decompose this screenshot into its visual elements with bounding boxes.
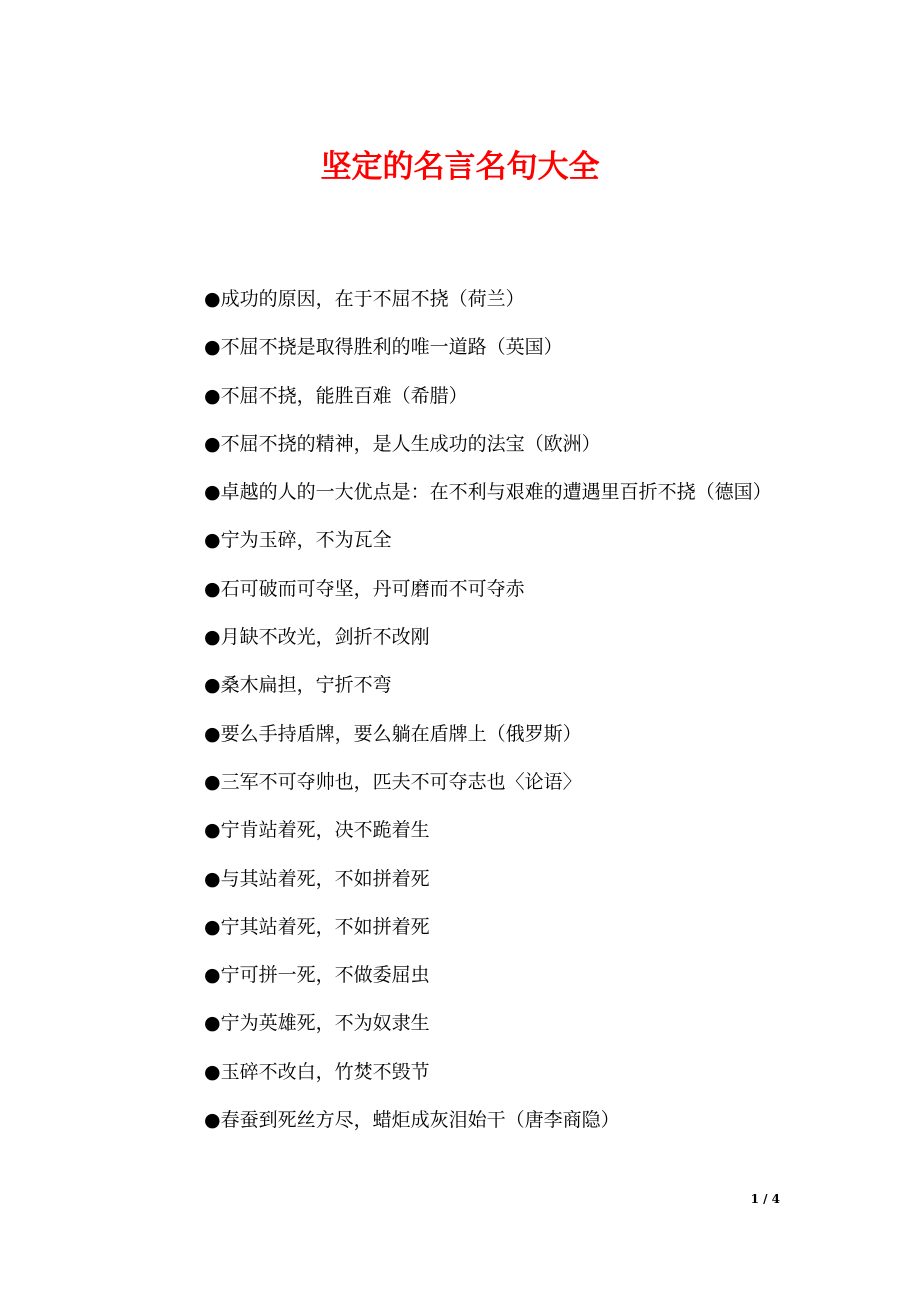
quote-text: 要么手持盾牌，要么躺在盾牌上（俄罗斯） [220,722,582,745]
quote-text: 宁为玉碎，不为瓦全 [220,529,392,552]
bullet: ● [204,867,221,890]
quote-item [140,951,782,999]
quote-item [140,903,782,951]
quote-item [140,565,782,613]
quote-item [140,372,782,420]
bullet: ● [204,1109,221,1132]
quote-text: 与其站着死，不如拼着死 [220,867,430,890]
bullet: ● [204,577,221,600]
quote-item [140,468,782,516]
quote-item [140,661,782,709]
quote-item [140,1048,782,1096]
quote-text: 宁可拼一死，不做委屈虫 [220,964,430,987]
bullet: ● [204,529,221,552]
bullet: ● [204,432,221,455]
quote-item [140,323,782,371]
bullet: ● [204,626,221,649]
quote-item [140,420,782,468]
quote-text: 桑木扁担，宁折不弯 [220,674,392,697]
bullet: ● [204,336,221,359]
bullet: ● [204,964,221,987]
quote-list [140,275,782,1144]
quote-text: 春蚕到死丝方尽，蜡炬成灰泪始干（唐李商隐） [220,1109,620,1132]
quote-text: 卓越的人的一大优点是：在不利与艰难的遭遇里百折不挠（德国） [220,481,772,504]
quote-item [140,806,782,854]
page-number: 1 / 4 [750,1192,780,1206]
bullet: ● [204,481,221,504]
quote-text: 宁其站着死，不如拼着死 [220,915,430,938]
quote-text: 石可破而可夺坚，丹可磨而不可夺赤 [220,577,525,600]
quote-item [140,613,782,661]
quote-text: 不屈不挠，能胜百难（希腊） [220,384,468,407]
quote-item [140,516,782,564]
quote-item [140,855,782,903]
bullet: ● [204,288,221,310]
quote-text: 不屈不挠是取得胜利的唯一道路（英国） [220,336,563,359]
quote-text: 玉碎不改白，竹焚不毁节 [220,1060,430,1083]
document-title: 坚定的名言名句大全 [320,149,600,185]
bullet: ● [204,915,221,938]
bullet: ● [204,674,221,697]
quote-text: 宁肯站着死，决不跪着生 [220,819,430,842]
bullet: ● [204,1060,221,1083]
bullet: ● [204,722,221,745]
quote-item [140,710,782,758]
quote-item [140,999,782,1047]
quote-item [140,275,782,323]
quote-text: 月缺不改光，剑折不改刚 [220,626,430,649]
bullet: ● [204,770,221,793]
quote-text: 宁为英雄死，不为奴隶生 [220,1012,430,1035]
quote-item [140,1096,782,1144]
bullet: ● [204,384,221,407]
quote-text: 不屈不挠的精神，是人生成功的法宝（欧洲） [220,432,601,455]
bullet: ● [204,819,221,842]
quote-text: 成功的原因，在于不屈不挠（荷兰） [220,288,525,310]
quote-text: 三军不可夺帅也，匹夫不可夺志也〈论语〉 [220,770,582,793]
quote-item [140,758,782,806]
bullet: ● [204,1012,221,1035]
